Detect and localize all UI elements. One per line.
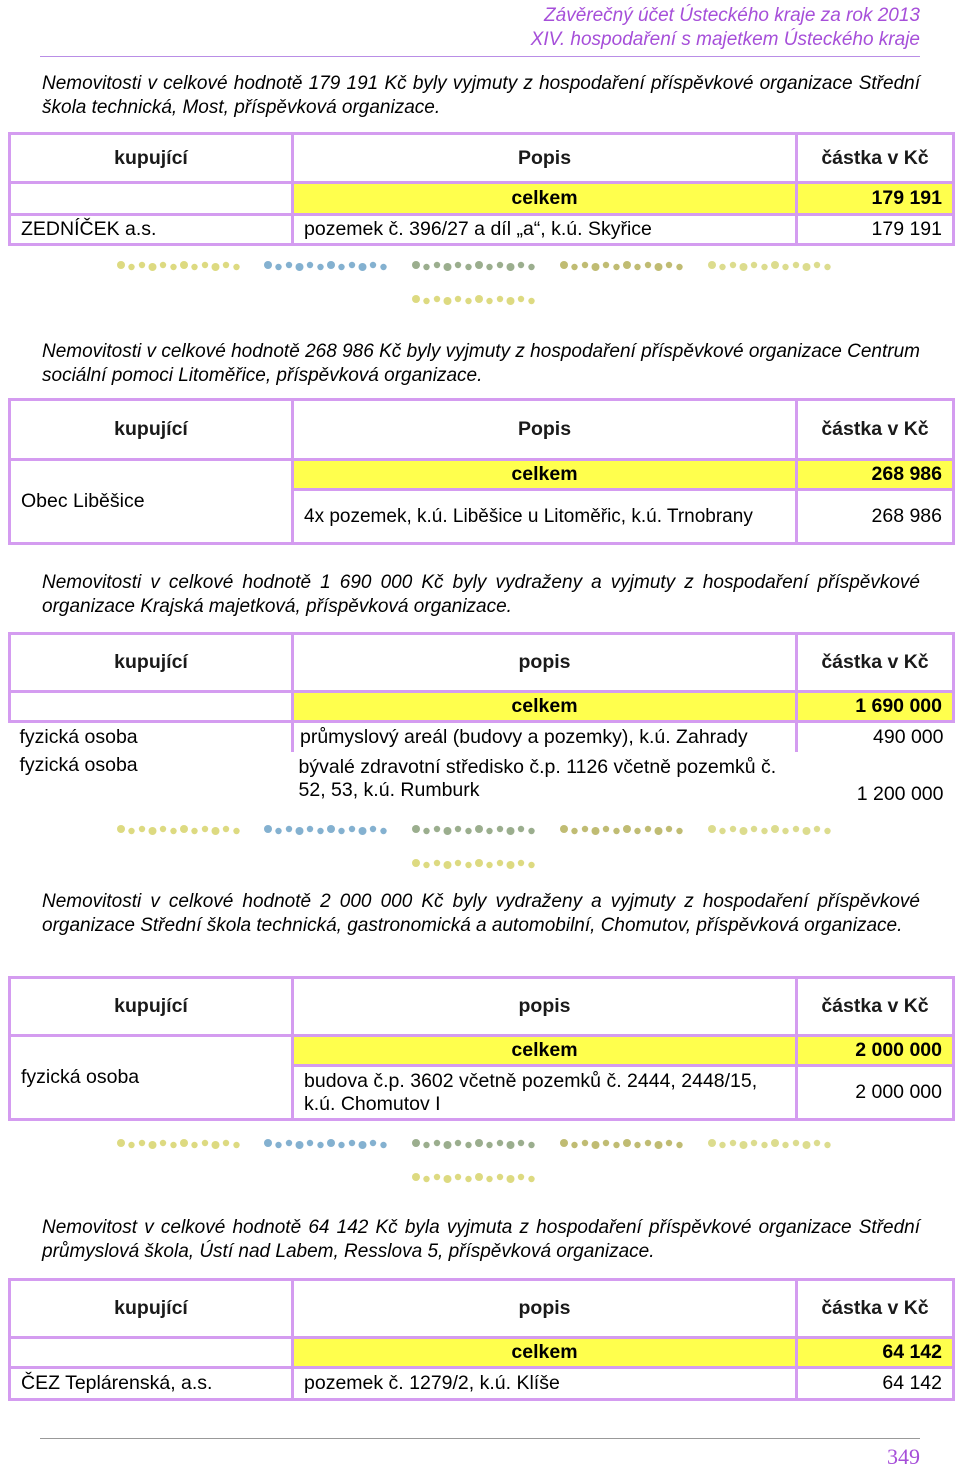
separator-dot — [412, 261, 420, 269]
separator-dot — [793, 262, 799, 268]
separator-dot — [149, 827, 157, 835]
separator-dot — [571, 1142, 577, 1148]
separator-dot — [613, 1142, 619, 1148]
separator-dot — [180, 1139, 188, 1147]
col-desc-header: popis — [293, 978, 797, 1036]
separator-dot — [465, 264, 471, 270]
separator-dot — [139, 826, 145, 832]
separator-dot — [412, 1173, 420, 1181]
separator-dot — [212, 1141, 220, 1149]
separator-dot — [264, 1139, 272, 1147]
separator-dot — [139, 1140, 145, 1146]
separator-dot — [676, 264, 682, 270]
buyer-cell: ČEZ Teplárenská, a.s. — [10, 1368, 293, 1400]
amount-cell: 490 000 — [797, 722, 954, 752]
total-value: 1 690 000 — [797, 692, 954, 722]
total-row — [10, 1036, 954, 1066]
amount-cell: 64 142 — [797, 1368, 954, 1400]
separator-dot — [359, 827, 367, 835]
separator-dot — [233, 1142, 239, 1148]
separator-dot — [117, 261, 125, 269]
section-3-paragraph: Nemovitosti v celkové hodnotě 1 690 000 Kč byly vydraženy a vyjmuty z hospodaření příspěvkové organizace Krajská majetková, příspěvková organizace. — [42, 572, 920, 617]
separator-dot — [824, 264, 830, 270]
separator-dot — [286, 1140, 292, 1146]
table-header-row — [10, 134, 954, 183]
separator-dot — [455, 1140, 461, 1146]
col-amount-header: částka v Kč — [797, 634, 954, 692]
header-line-2: XIV. hospodaření s majetkem Ústeckého kraje — [530, 29, 920, 50]
separator-dot — [264, 825, 272, 833]
separator-dot — [645, 262, 651, 268]
section-3-table — [8, 632, 955, 806]
col-buyer-header: kupující — [10, 634, 293, 692]
separator-dot — [359, 1141, 367, 1149]
document-header — [531, 4, 920, 52]
separator-dot — [486, 1176, 492, 1182]
total-label: celkem — [293, 1036, 797, 1066]
separator-dot — [412, 825, 420, 833]
separator-dot — [380, 828, 386, 834]
separator-dot — [528, 862, 534, 868]
separator-dot — [740, 1141, 748, 1149]
total-empty-cell — [10, 1338, 293, 1368]
separator-dot — [708, 1139, 716, 1147]
buyer-cell: fyzická osoba — [19, 753, 138, 776]
separator-dot — [560, 261, 568, 269]
section-1-paragraph: Nemovitosti v celkové hodnotě 179 191 Kč byly vyjmuty z hospodaření příspěvkové organizace Střední škola technická, Most, příspěvková organizace. — [42, 73, 920, 118]
separator-dot — [730, 826, 736, 832]
separator-dot — [412, 859, 420, 867]
col-buyer-header: kupující — [10, 134, 293, 183]
separator-dot — [423, 264, 429, 270]
buyer-cell: ZEDNÍČEK a.s. — [10, 215, 293, 245]
separator-dot — [359, 263, 367, 271]
separator-dot — [518, 1174, 524, 1180]
separator-dot — [317, 1142, 323, 1148]
separator-dot — [497, 296, 503, 302]
separator-dot — [264, 261, 272, 269]
separator-dot — [518, 826, 524, 832]
separator-dot — [275, 1142, 281, 1148]
separator-dot — [444, 861, 452, 869]
total-label: celkem — [293, 692, 797, 722]
separator-dot — [434, 860, 440, 866]
table-row — [10, 215, 954, 245]
separator-dot — [191, 264, 197, 270]
separator-dot — [202, 262, 208, 268]
separator-dot — [128, 1142, 134, 1148]
desc-cell: pozemek č. 1279/2, k.ú. Klíše — [293, 1368, 797, 1400]
separator-dot — [751, 1140, 757, 1146]
separator-dot — [803, 263, 811, 271]
separator-dot — [423, 862, 429, 868]
separator-dot — [719, 264, 725, 270]
separator-dot — [676, 1142, 682, 1148]
separator-dot — [338, 264, 344, 270]
section-5-table — [8, 1278, 955, 1401]
desc-cell: 4x pozemek, k.ú. Liběšice u Litoměřic, k.ú. Trnobrany — [293, 490, 797, 544]
separator-dot — [380, 1142, 386, 1148]
separator-dot — [180, 261, 188, 269]
total-value: 268 986 — [797, 460, 954, 490]
separator-dot — [223, 826, 229, 832]
separator-dot — [275, 828, 281, 834]
separator-dot — [719, 1142, 725, 1148]
separator-dot — [465, 862, 471, 868]
separator-dot — [475, 1139, 483, 1147]
separator-dot — [518, 296, 524, 302]
decorative-separator — [110, 1136, 840, 1184]
separator-dot — [528, 264, 534, 270]
separator-dot — [603, 826, 609, 832]
separator-dot — [286, 826, 292, 832]
separator-dot — [149, 1141, 157, 1149]
separator-dot — [233, 264, 239, 270]
header-line-1: Závěrečný účet Ústeckého kraje za rok 2013 — [544, 5, 920, 26]
separator-dot — [613, 264, 619, 270]
separator-dot — [160, 1140, 166, 1146]
separator-dot — [370, 262, 376, 268]
decorative-separator — [110, 822, 840, 870]
separator-dot — [571, 264, 577, 270]
col-buyer-header: kupující — [10, 978, 293, 1036]
separator-dot — [782, 1142, 788, 1148]
desc-cell: bývalé zdravotní středisko č.p. 1126 včetně pozemků č. 52, 53, k.ú. Rumburk — [298, 755, 777, 801]
separator-dot — [465, 1176, 471, 1182]
separator-dot — [180, 825, 188, 833]
separator-dot — [327, 825, 335, 833]
separator-dot — [793, 1140, 799, 1146]
separator-dot — [423, 828, 429, 834]
separator-dot — [634, 828, 640, 834]
separator-dot — [518, 262, 524, 268]
separator-dot — [212, 263, 220, 271]
separator-dot — [307, 826, 313, 832]
decorative-separator — [110, 258, 840, 306]
separator-dot — [117, 825, 125, 833]
separator-dot — [170, 264, 176, 270]
total-row — [10, 1338, 954, 1368]
separator-dot — [455, 262, 461, 268]
separator-dot — [655, 263, 663, 271]
separator-dot — [793, 826, 799, 832]
total-row — [10, 460, 954, 490]
separator-dot — [486, 862, 492, 868]
separator-dot — [666, 826, 672, 832]
table-row — [10, 722, 954, 752]
separator-dot — [160, 262, 166, 268]
desc-cell: pozemek č. 396/27 a díl „a“, k.ú. Skyřice — [293, 215, 797, 245]
table-header-row — [10, 978, 954, 1036]
separator-dot — [528, 828, 534, 834]
separator-dot — [603, 1140, 609, 1146]
separator-dot — [434, 262, 440, 268]
separator-dot — [455, 1174, 461, 1180]
separator-dot — [423, 298, 429, 304]
footer-rule — [40, 1438, 920, 1439]
col-amount-header: částka v Kč — [797, 134, 954, 183]
total-row — [10, 692, 954, 722]
separator-dot — [475, 261, 483, 269]
separator-dot — [528, 298, 534, 304]
separator-dot — [751, 826, 757, 832]
separator-dot — [814, 1140, 820, 1146]
separator-dot — [212, 827, 220, 835]
section-4-table — [8, 976, 955, 1121]
separator-dot — [582, 262, 588, 268]
separator-dot — [761, 264, 767, 270]
separator-dot — [412, 1139, 420, 1147]
separator-dot — [592, 263, 600, 271]
table-header-row — [10, 634, 954, 692]
total-value: 2 000 000 — [797, 1036, 954, 1066]
separator-dot — [740, 263, 748, 271]
separator-dot — [128, 828, 134, 834]
total-empty-cell — [10, 692, 293, 722]
separator-dot — [771, 825, 779, 833]
separator-dot — [455, 296, 461, 302]
separator-dot — [434, 1140, 440, 1146]
separator-dot — [824, 828, 830, 834]
separator-dot — [507, 1175, 515, 1183]
separator-dot — [317, 264, 323, 270]
buyer-cell: fyzická osoba — [10, 722, 293, 752]
separator-dot — [475, 825, 483, 833]
separator-dot — [645, 826, 651, 832]
separator-dot — [592, 827, 600, 835]
separator-dot — [434, 1174, 440, 1180]
desc-cell: budova č.p. 3602 včetně pozemků č. 2444, 2448/15, k.ú. Chomutov I — [293, 1066, 797, 1120]
separator-dot — [117, 1139, 125, 1147]
separator-dot — [497, 860, 503, 866]
separator-dot — [782, 828, 788, 834]
separator-dot — [465, 1142, 471, 1148]
separator-dot — [645, 1140, 651, 1146]
separator-dot — [582, 1140, 588, 1146]
separator-dot — [338, 828, 344, 834]
separator-dot — [444, 1141, 452, 1149]
separator-dot — [507, 1141, 515, 1149]
separator-dot — [191, 1142, 197, 1148]
col-amount-header: částka v Kč — [797, 978, 954, 1036]
separator-dot — [560, 1139, 568, 1147]
separator-dot — [465, 298, 471, 304]
separator-dot — [444, 263, 452, 271]
separator-dot — [814, 262, 820, 268]
separator-dot — [623, 825, 631, 833]
separator-dot — [507, 861, 515, 869]
separator-dot — [761, 828, 767, 834]
amount-cell: 2 000 000 — [797, 1066, 954, 1120]
separator-dot — [423, 1176, 429, 1182]
separator-dot — [634, 264, 640, 270]
separator-dot — [518, 860, 524, 866]
separator-dot — [423, 1142, 429, 1148]
col-buyer-header: kupující — [10, 1280, 293, 1338]
separator-dot — [223, 1140, 229, 1146]
header-rule — [40, 56, 920, 57]
total-value: 64 142 — [797, 1338, 954, 1368]
separator-dot — [486, 1142, 492, 1148]
separator-dot — [202, 1140, 208, 1146]
amount-cell: 179 191 — [797, 215, 954, 245]
separator-dot — [286, 262, 292, 268]
separator-dot — [338, 1142, 344, 1148]
separator-dot — [455, 860, 461, 866]
section-2-table — [8, 398, 955, 545]
separator-dot — [412, 295, 420, 303]
separator-dot — [771, 261, 779, 269]
separator-dot — [370, 826, 376, 832]
separator-dot — [486, 298, 492, 304]
col-desc-header: Popis — [293, 400, 797, 460]
col-desc-header: Popis — [293, 134, 797, 183]
separator-dot — [740, 827, 748, 835]
separator-dot — [571, 828, 577, 834]
separator-dot — [497, 1140, 503, 1146]
section-5-paragraph: Nemovitost v celkové hodnotě 64 142 Kč byla vyjmuta z hospodaření příspěvkové organizace Střední průmyslová škola, Ústí nad Labem, Resslova 5, příspěvková organizace. — [42, 1217, 920, 1262]
separator-dot — [666, 262, 672, 268]
separator-dot — [296, 827, 304, 835]
separator-dot — [444, 297, 452, 305]
separator-dot — [782, 264, 788, 270]
col-desc-header: popis — [293, 1280, 797, 1338]
separator-dot — [603, 262, 609, 268]
separator-dot — [655, 827, 663, 835]
section-2-paragraph: Nemovitosti v celkové hodnotě 268 986 Kč byly vyjmuty z hospodaření příspěvkové organizace Centrum sociální pomoci Litoměřice, příspěvková organizace. — [42, 341, 920, 386]
separator-dot — [655, 1141, 663, 1149]
col-amount-header: částka v Kč — [797, 1280, 954, 1338]
separator-dot — [380, 264, 386, 270]
separator-dot — [160, 826, 166, 832]
amount-cell: 1 200 000 — [856, 782, 944, 805]
separator-dot — [327, 261, 335, 269]
separator-dot — [139, 262, 145, 268]
separator-dot — [444, 1175, 452, 1183]
page-number: 349 — [887, 1444, 920, 1469]
amount-cell: 268 986 — [797, 490, 954, 544]
separator-dot — [296, 263, 304, 271]
separator-dot — [708, 825, 716, 833]
separator-dot — [486, 828, 492, 834]
separator-dot — [497, 1174, 503, 1180]
separator-dot — [528, 1142, 534, 1148]
separator-dot — [518, 1140, 524, 1146]
separator-dot — [327, 1139, 335, 1147]
separator-dot — [475, 295, 483, 303]
separator-dot — [814, 826, 820, 832]
separator-dot — [486, 264, 492, 270]
separator-dot — [528, 1176, 534, 1182]
desc-cell: průmyslový areál (budovy a pozemky), k.ú. Zahrady — [293, 722, 797, 752]
separator-dot — [623, 261, 631, 269]
separator-dot — [497, 826, 503, 832]
total-empty-cell — [10, 183, 293, 215]
separator-dot — [582, 826, 588, 832]
separator-dot — [370, 1140, 376, 1146]
total-value: 179 191 — [797, 183, 954, 215]
separator-dot — [434, 826, 440, 832]
separator-dot — [730, 262, 736, 268]
separator-dot — [475, 1173, 483, 1181]
separator-dot — [475, 859, 483, 867]
col-amount-header: částka v Kč — [797, 400, 954, 460]
separator-dot — [507, 827, 515, 835]
separator-dot — [202, 826, 208, 832]
col-buyer-header: kupující — [10, 400, 293, 460]
table-row — [10, 752, 954, 806]
buyer-cell: fyzická osoba — [10, 1036, 293, 1120]
separator-dot — [317, 828, 323, 834]
separator-dot — [803, 827, 811, 835]
separator-dot — [170, 1142, 176, 1148]
separator-dot — [307, 1140, 313, 1146]
separator-dot — [730, 1140, 736, 1146]
separator-dot — [676, 828, 682, 834]
separator-dot — [613, 828, 619, 834]
separator-dot — [507, 263, 515, 271]
separator-dot — [170, 828, 176, 834]
section-1-table — [8, 132, 955, 246]
buyer-cell: Obec Liběšice — [10, 460, 293, 544]
separator-dot — [634, 1142, 640, 1148]
separator-dot — [719, 828, 725, 834]
total-label: celkem — [293, 1338, 797, 1368]
separator-dot — [751, 262, 757, 268]
table-header-row — [10, 1280, 954, 1338]
table-row — [10, 1368, 954, 1400]
separator-dot — [275, 264, 281, 270]
col-desc-header: popis — [293, 634, 797, 692]
separator-dot — [497, 262, 503, 268]
separator-dot — [771, 1139, 779, 1147]
separator-dot — [623, 1139, 631, 1147]
separator-dot — [128, 264, 134, 270]
section-4-paragraph: Nemovitosti v celkové hodnotě 2 000 000 Kč byly vydraženy a vyjmuty z hospodaření příspěvkové organizace Střední škola technická, gastronomická a automobilní, Chomutov, příspěvková organizace. — [42, 891, 920, 936]
separator-dot — [455, 826, 461, 832]
separator-dot — [803, 1141, 811, 1149]
separator-dot — [824, 1142, 830, 1148]
table-header-row — [10, 400, 954, 460]
separator-dot — [444, 827, 452, 835]
separator-dot — [149, 263, 157, 271]
total-row — [10, 183, 954, 215]
separator-dot — [465, 828, 471, 834]
separator-dot — [507, 297, 515, 305]
separator-dot — [666, 1140, 672, 1146]
separator-dot — [592, 1141, 600, 1149]
separator-dot — [296, 1141, 304, 1149]
separator-dot — [761, 1142, 767, 1148]
separator-dot — [349, 262, 355, 268]
separator-dot — [708, 261, 716, 269]
separator-dot — [307, 262, 313, 268]
separator-dot — [191, 828, 197, 834]
separator-dot — [349, 826, 355, 832]
separator-dot — [434, 296, 440, 302]
separator-dot — [233, 828, 239, 834]
separator-dot — [349, 1140, 355, 1146]
separator-dot — [223, 262, 229, 268]
total-label: celkem — [293, 460, 797, 490]
separator-dot — [560, 825, 568, 833]
total-label: celkem — [293, 183, 797, 215]
